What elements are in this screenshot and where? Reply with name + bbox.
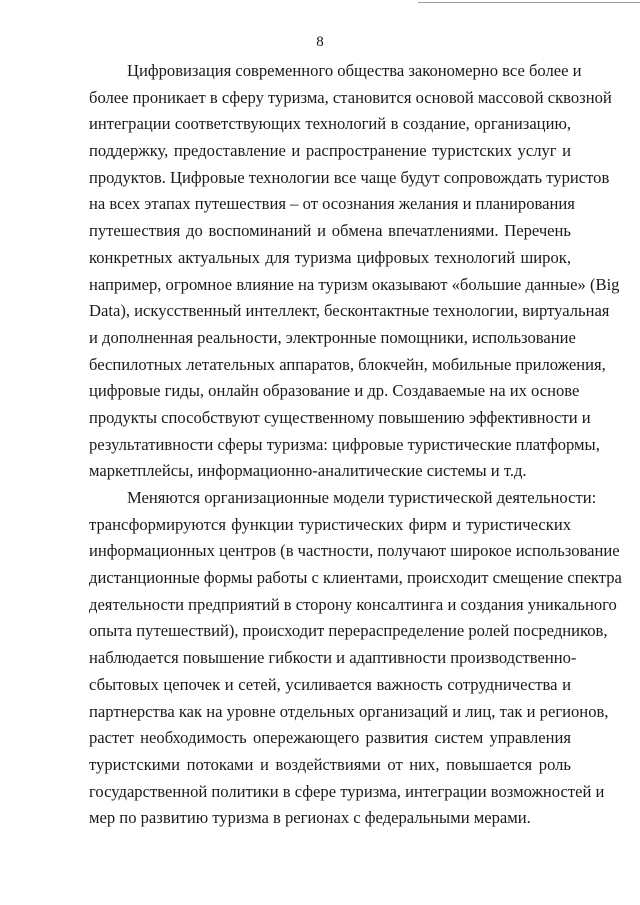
text-line: трансформируются функции туристических фирм и туристических xyxy=(89,514,571,534)
text-line: путешествия до воспоминаний и обмена впечатлениями. Перечень xyxy=(89,221,571,241)
text-line: Цифровизация современного общества закономерно все более и xyxy=(127,61,582,80)
text-line: туристскими потоками и воздействиями от них, повышается роль xyxy=(89,754,571,774)
text-line: мер по развитию туризма в регионах с федеральными мерами. xyxy=(89,808,531,828)
text-line: маркетплейсы, информационно-аналитические системы и т.д. xyxy=(89,461,527,481)
text-line: на всех этапах путешествия – от осознания желания и планирования xyxy=(89,194,575,214)
page-number: 8 xyxy=(316,34,324,50)
text-line: результативности сферы туризма: цифровые туристические платформы, xyxy=(89,434,600,454)
paragraph-digitalization xyxy=(89,58,620,485)
text-line: продукты способствуют существенному повышению эффективности и xyxy=(89,407,591,427)
text-line: сбытовых цепочек и сетей, усиливается важность сотрудничества и xyxy=(89,674,571,694)
text-line: беспилотных летательных аппаратов, блокчейн, мобильные приложения, xyxy=(89,354,606,374)
paragraph-organizational-models xyxy=(89,485,622,832)
text-line: Data), искусственный интеллект, бесконтактные технологии, виртуальная xyxy=(89,301,610,321)
text-line: поддержку, предоставление и распространение туристских услуг и xyxy=(89,141,571,161)
text-line: партнерства как на уровне отдельных организаций и лиц, так и регионов, xyxy=(89,701,609,721)
text-line: продуктов. Цифровые технологии все чаще будут сопровождать туристов xyxy=(89,167,610,187)
text-line: интеграции соответствующих технологий в создание, организацию, xyxy=(89,114,571,134)
text-line: деятельности предприятий в сторону консалтинга и создания уникального xyxy=(89,594,617,614)
text-line: и дополненная реальности, электронные помощники, использование xyxy=(89,327,576,347)
text-line: конкретных актуальных для туризма цифровых технологий широк, xyxy=(89,247,571,267)
text-line: опыта путешествий), происходит перераспределение ролей посредников, xyxy=(89,621,608,641)
text-line: наблюдается повышение гибкости и адаптивности производственно- xyxy=(89,648,577,668)
text-line: цифровые гиды, онлайн образование и др. Создаваемые на их основе xyxy=(89,381,580,401)
text-line: Меняются организационные модели туристической деятельности: xyxy=(127,488,597,507)
text-line: дистанционные формы работы с клиентами, происходит смещение спектра xyxy=(89,568,622,588)
text-line: растет необходимость опережающего развития систем управления xyxy=(89,728,571,748)
text-line: например, огромное влияние на туризм оказывают «большие данные» (Big xyxy=(89,274,620,294)
document-body xyxy=(89,58,622,832)
scan-edge-line xyxy=(418,2,640,3)
text-line: государственной политики в сфере туризма, интеграции возможностей и xyxy=(89,781,605,801)
text-line: более проникает в сферу туризма, становится основой массовой сквозной xyxy=(89,87,612,107)
text-line: информационных центров (в частности, получают широкое использование xyxy=(89,541,620,561)
